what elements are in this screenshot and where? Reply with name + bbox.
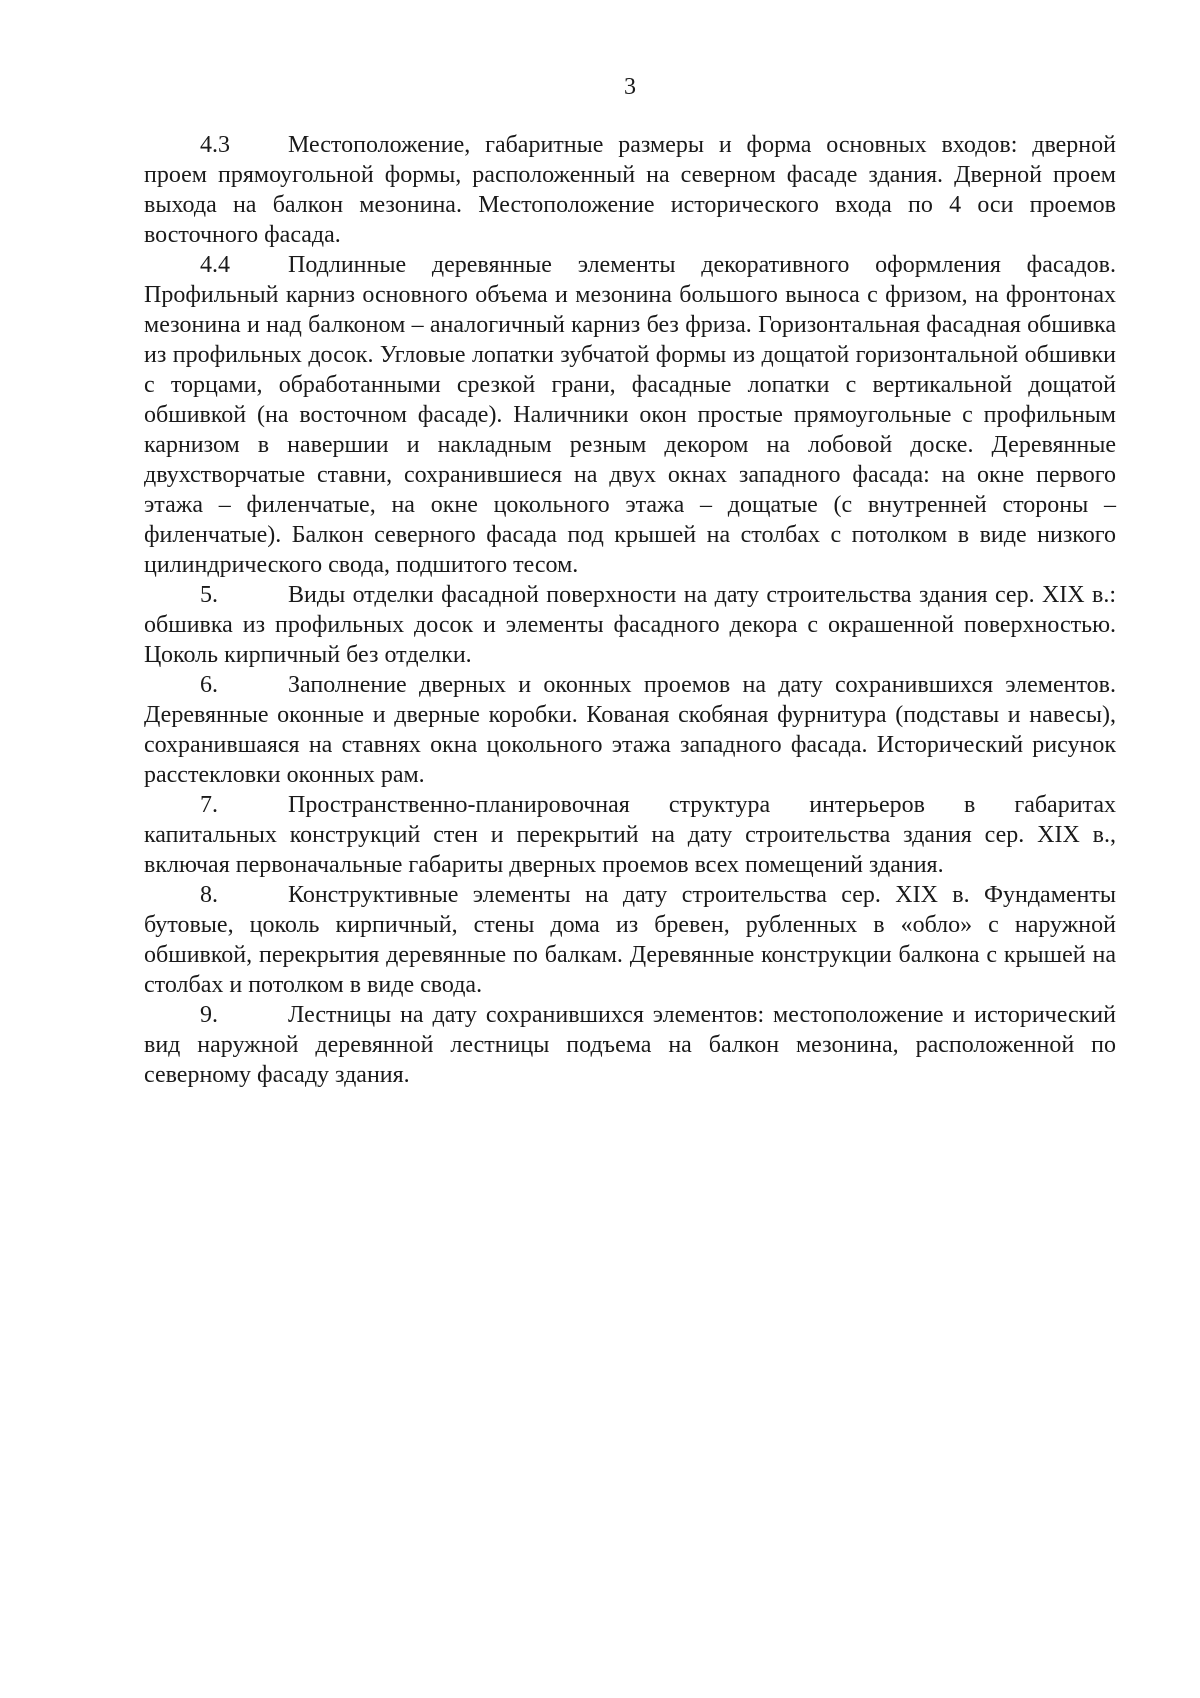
document-body (144, 130, 1116, 1090)
paragraph-number: 5. (200, 582, 218, 608)
paragraph-4-3 (144, 130, 1116, 250)
paragraph-number: 4.4 (200, 252, 230, 278)
paragraph-number: 4.3 (200, 132, 230, 158)
paragraph-text: Конструктивные элементы на дату строительства сер. XIX в. Фундаменты бутовые, цоколь кирпичный, стены дома из бревен, рубленных в «обло» с наружной обшивкой, перекрытия деревянные по балкам. Деревянные конструкции балкона с крышей на столбах и потолком в виде свода. (144, 882, 1116, 998)
paragraph-8 (144, 880, 1116, 1000)
paragraph-9 (144, 1000, 1116, 1090)
paragraph-text: Местоположение, габаритные размеры и форма основных входов: дверной проем прямоугольной формы, расположенный на северном фасаде здания. Дверной проем выхода на балкон мезонина. Местоположение исторического входа по 4 оси проемов восточного фасада. (144, 132, 1116, 248)
paragraph-text: Лестницы на дату сохранившихся элементов: местоположение и исторический вид наружной деревянной лестницы подъема на балкон мезонина, расположенной по северному фасаду здания. (144, 1002, 1116, 1088)
paragraph-text: Виды отделки фасадной поверхности на дату строительства здания сер. XIX в.: обшивка из профильных досок и элементы фасадного декора с окрашенной поверхностью. Цоколь кирпичный без отделки. (144, 582, 1116, 668)
paragraph-4-4 (144, 250, 1116, 580)
paragraph-6 (144, 670, 1116, 790)
paragraph-number: 6. (200, 672, 218, 698)
paragraph-number: 9. (200, 1002, 218, 1028)
paragraph-text: Пространственно-планировочная структура интерьеров в габаритах капитальных конструкций стен и перекрытий на дату строительства здания сер. XIX в., включая первоначальные габариты дверных проемов всех помещений здания. (144, 792, 1116, 878)
paragraph-7 (144, 790, 1116, 880)
page-number: 3 (624, 74, 636, 100)
paragraph-5 (144, 580, 1116, 670)
paragraph-text: Подлинные деревянные элементы декоративного оформления фасадов. Профильный карниз основного объема и мезонина большого выноса с фризом, на фронтонах мезонина и над балконом – аналогичный карниз без фриза. Горизонтальная фасадная обшивка из профильных досок. Угловые лопатки зубчатой формы из дощатой горизонтальной обшивки с торцами, обработанными срезкой грани, фасадные лопатки с вертикальной дощатой обшивкой (на восточном фасаде). Наличники окон простые прямоугольные с профильным карнизом в навершии и накладным резным декором на лобовой доске. Деревянные двухстворчатые ставни, сохранившиеся на двух окнах западного фасада: на окне первого этажа – филенчатые, на окне цокольного этажа – дощатые (с внутренней стороны – филенчатые). Балкон северного фасада под крышей на столбах с потолком в виде низкого цилиндрического свода, подшитого тесом. (144, 252, 1116, 578)
paragraph-text: Заполнение дверных и оконных проемов на дату сохранившихся элементов. Деревянные оконные и дверные коробки. Кованая скобяная фурнитура (подставы и навесы), сохранившаяся на ставнях окна цокольного этажа западного фасада. Исторический рисунок расстекловки оконных рам. (144, 672, 1116, 788)
paragraph-number: 8. (200, 882, 218, 908)
paragraph-number: 7. (200, 792, 218, 818)
